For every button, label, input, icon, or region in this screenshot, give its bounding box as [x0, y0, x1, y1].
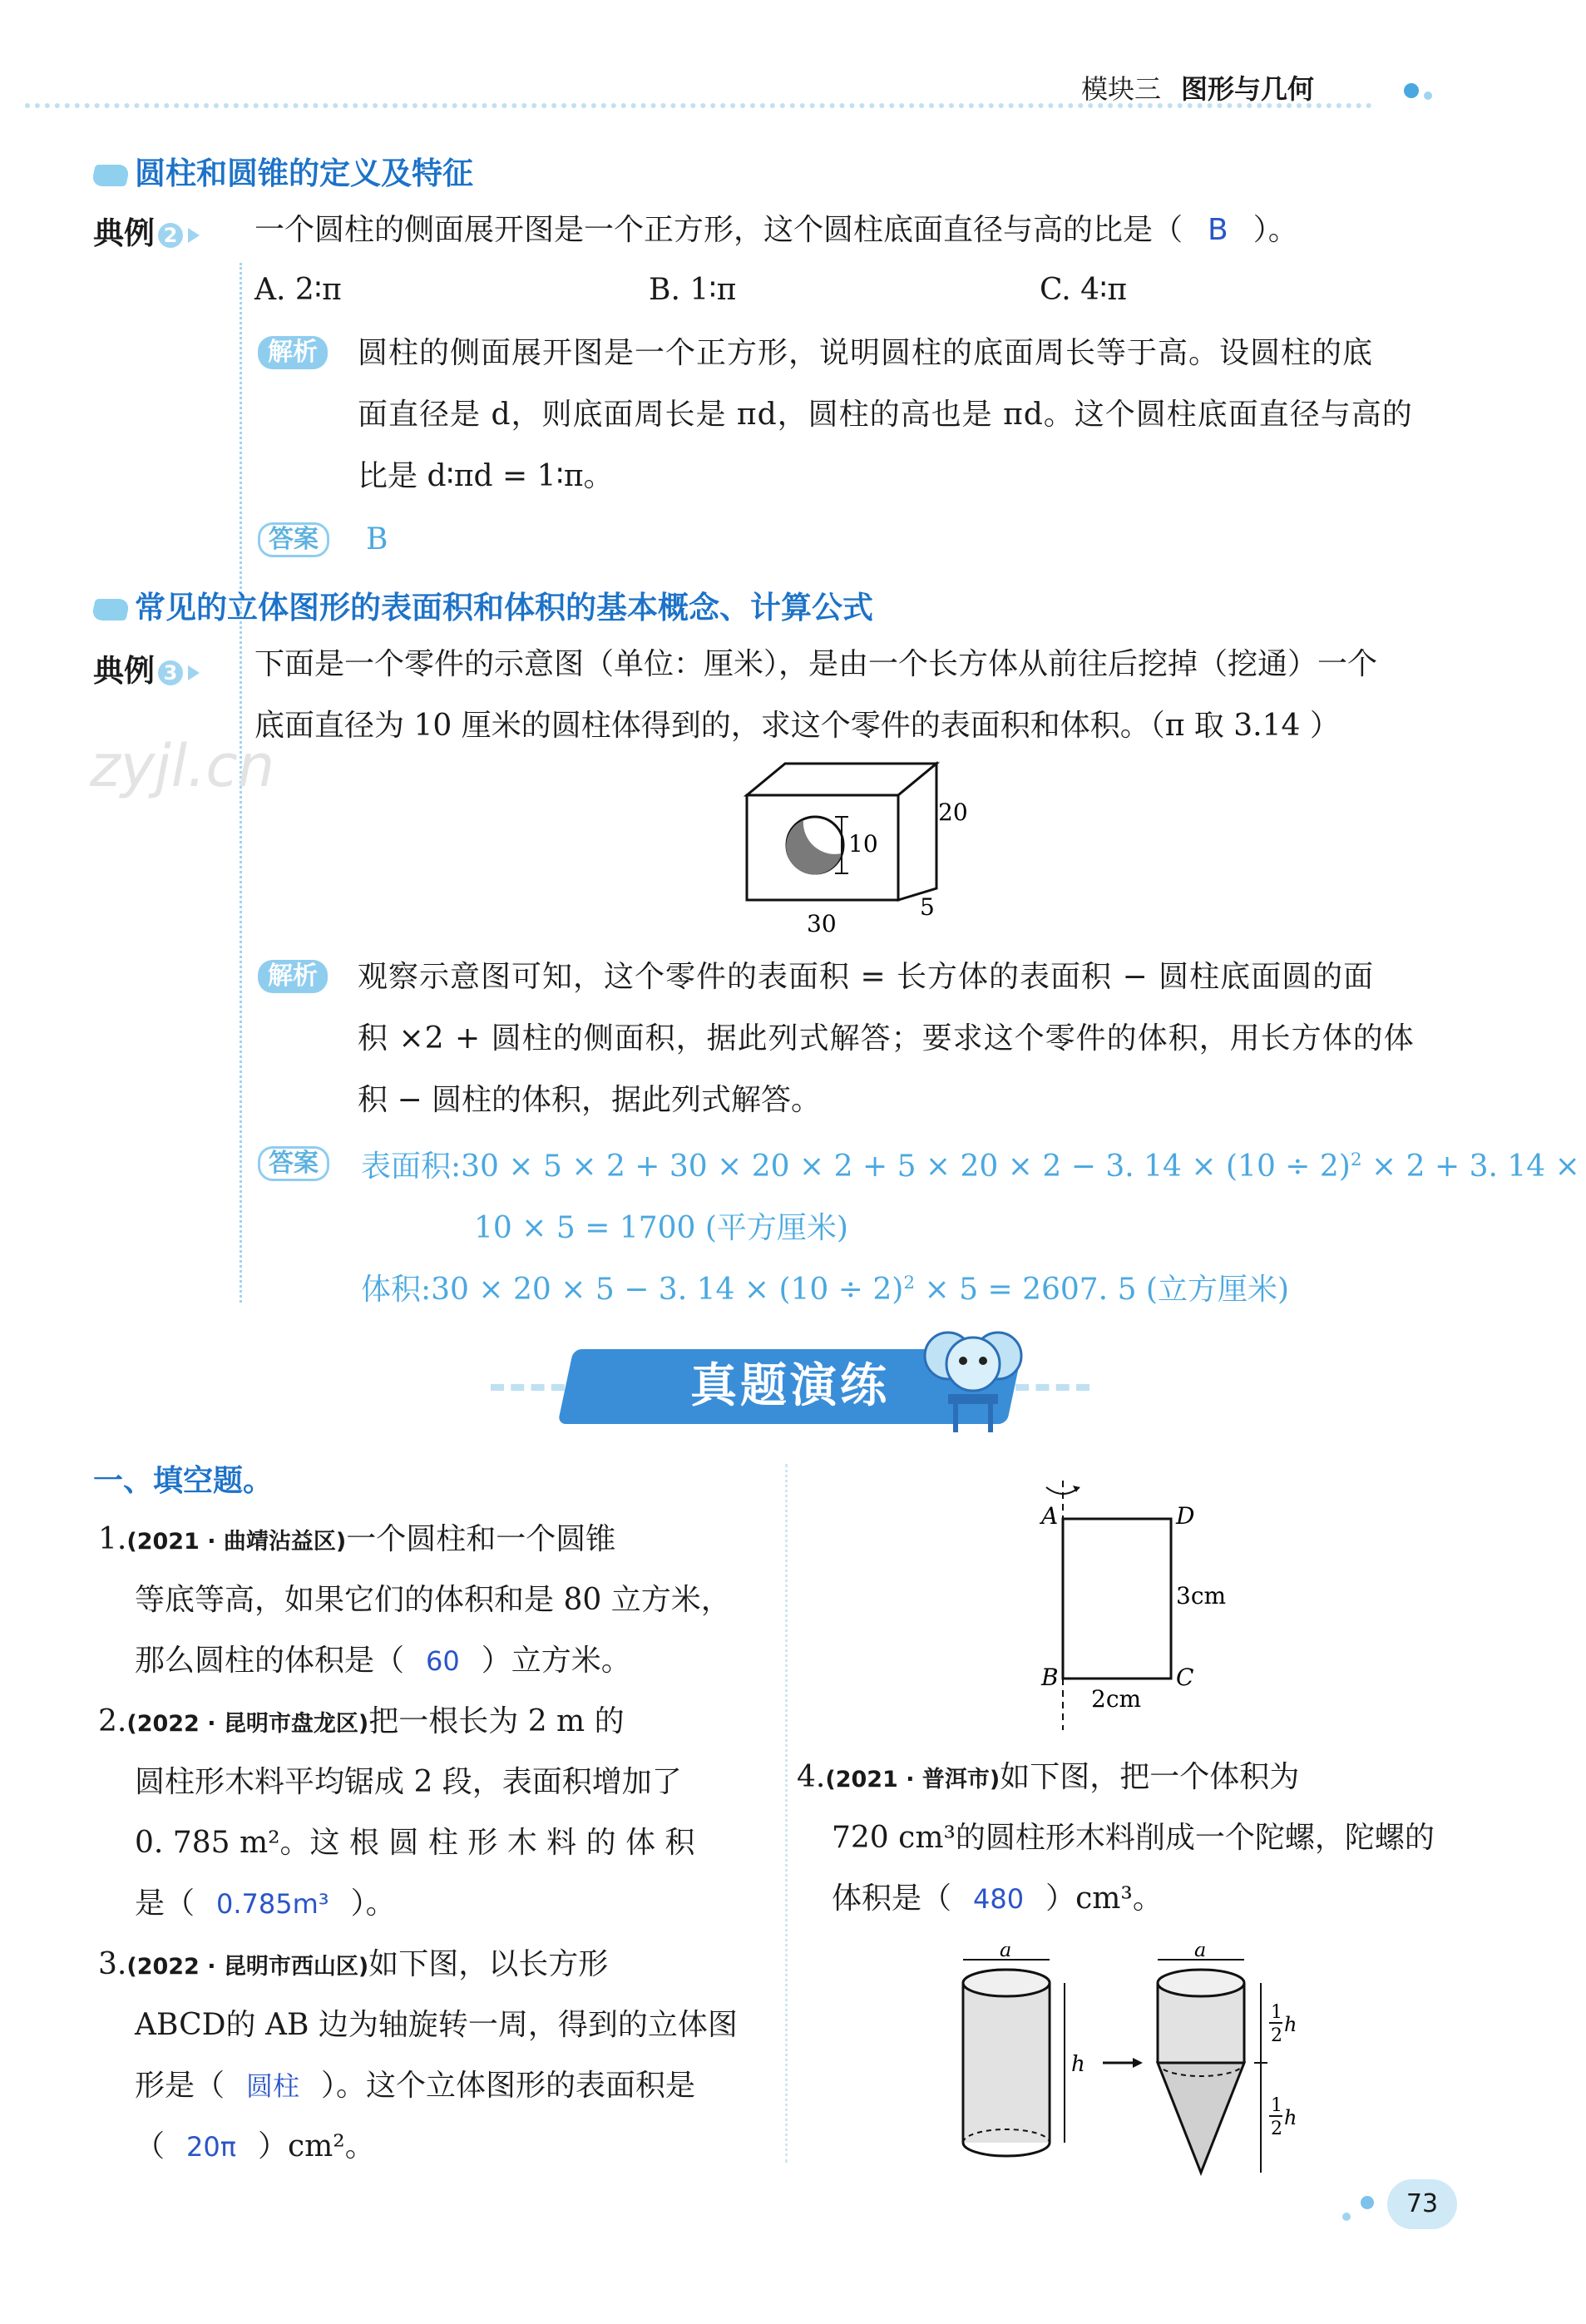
analysis-line: 观察示意图可知，这个零件的表面积 = 长方体的表面积 − 圆柱底面圆的面	[358, 960, 1375, 994]
question-3-blank-1: 圆柱	[246, 2070, 300, 2102]
example-number-badge: 2	[158, 223, 183, 248]
question-3-line: （ 20π ）cm²。	[135, 2129, 375, 2163]
example-2-label: 典例 2	[93, 208, 200, 253]
question-2-line: 圆柱形木料平均锯成 2 段，表面积增加了	[135, 1765, 682, 1799]
header-dot-icon	[1424, 91, 1432, 100]
box-with-hole-figure	[732, 757, 998, 940]
half-h-label: h	[1284, 2013, 1297, 2036]
box-length-label: 30	[807, 910, 837, 937]
question-1-line: 那么圆柱的体积是（ 60 ）立方米。	[135, 1644, 631, 1678]
question-4-line: 720 cm³的圆柱形木料削成一个陀螺，陀螺的	[832, 1821, 1435, 1855]
answer-tag: 答案	[258, 1146, 329, 1181]
option-b: B. 1∶π	[649, 273, 737, 307]
side-length-label: 3cm	[1176, 1582, 1227, 1609]
question-1-blank: 60	[426, 1645, 460, 1677]
question-2-line: 2.(2022 · 昆明市盘龙区)把一根长为 2 m 的	[98, 1704, 625, 1738]
section-title-cylinder-cone: 圆柱和圆锥的定义及特征	[93, 148, 473, 193]
svg-text:2: 2	[1271, 2119, 1282, 2139]
analysis-line: 面直径是 d，则底面周长是 πd，圆柱的高也是 πd。这个圆柱底面直径与高的	[358, 398, 1413, 432]
example-3-question-line: 底面直径为 10 厘米的圆柱体得到的，求这个零件的表面积和体积。（π 取 3.14 ）	[254, 709, 1340, 743]
question-3-line: ABCD的 AB 边为轴旋转一周，得到的立体图	[135, 2008, 738, 2042]
example-3-label: 典例 3	[93, 645, 200, 690]
cylinder-to-top-figure	[948, 1946, 1331, 2179]
example-2-question: 一个圆柱的侧面展开图是一个正方形，这个圆柱底面直径与高的比是（ B ）。	[254, 213, 1298, 247]
question-2-line: 是（ 0.785m³ ）。	[135, 1886, 396, 1921]
triangle-arrow-icon	[188, 228, 200, 243]
vertex-a-label: A	[1041, 1502, 1059, 1530]
book-icon	[91, 165, 131, 186]
module-label: 模块三	[1081, 73, 1162, 105]
vertex-d-label: D	[1176, 1502, 1195, 1530]
footer-dot-icon	[1361, 2196, 1374, 2209]
question-1-line: 等底等高，如果它们的体积和是 80 立方米，	[135, 1583, 731, 1617]
svg-text:h: h	[1284, 2106, 1297, 2129]
bottom-length-label: 2cm	[1091, 1685, 1142, 1713]
box-height-label: 20	[938, 799, 968, 826]
fill-section-title: 一、填空题。	[93, 1464, 274, 1498]
half-denominator-label: 2	[1271, 2025, 1282, 2046]
half-numerator-label: 1	[1271, 2002, 1282, 2023]
svg-text:1: 1	[1271, 2095, 1282, 2116]
example-3-answer-line: 10 × 5 = 1700 (平方厘米)	[474, 1211, 848, 1245]
question-2-blank: 0.785m³	[216, 1888, 329, 1920]
question-4-blank: 480	[973, 1883, 1025, 1915]
question-3-blank-2: 20π	[186, 2131, 236, 2163]
cylinder-height-label: h	[1071, 2052, 1085, 2077]
top-diameter-label: a	[1194, 1946, 1207, 1961]
analysis-line: 积 ×2 + 圆柱的侧面积，据此列式解答；要求这个零件的体积，用长方体的体	[358, 1021, 1415, 1056]
example-3-question-line: 下面是一个零件的示意图（单位：厘米），是由一个长方体从前往后挖掉（挖通）一个	[254, 647, 1378, 681]
page-number: 73	[1387, 2179, 1457, 2229]
vertex-c-label: C	[1176, 1664, 1194, 1691]
example-2-blank: B	[1208, 213, 1228, 247]
answer-tag: 答案	[258, 522, 329, 557]
header-dot-icon	[1404, 83, 1419, 98]
option-a: A. 2∶π	[254, 273, 342, 307]
analysis-line: 圆柱的侧面展开图是一个正方形，说明圆柱的底面周长等于高。设圆柱的底	[358, 336, 1374, 370]
option-c: C. 4∶π	[1040, 273, 1128, 307]
footer-dot-icon	[1342, 2213, 1351, 2221]
box-depth-label: 5	[920, 893, 935, 921]
column-divider	[785, 1464, 788, 2163]
rectangle-rotation-figure	[1015, 1472, 1264, 1738]
header-module	[1081, 68, 1314, 106]
example-number-badge: 3	[158, 660, 183, 685]
vertex-b-label: B	[1041, 1664, 1059, 1691]
example-3-answer-line: 体积:30 × 20 × 5 − 3. $14 \times (10 \div 2)^2 \times 5 = 2607$. 5 (立方厘米)	[361, 1273, 1290, 1307]
question-1-line: 1.(2021 · 曲靖沾益区)一个圆柱和一个圆锥	[98, 1522, 616, 1556]
question-3-line: 3.(2022 · 昆明市西山区)如下图，以长方形	[98, 1947, 609, 1981]
banner-title: 真题演练	[690, 1359, 890, 1413]
module-topic: 图形与几何	[1181, 73, 1315, 105]
triangle-arrow-icon	[188, 665, 200, 680]
question-2-line: 0. 785 m²。这 根 圆 柱 形 木 料 的 体 积	[135, 1826, 695, 1860]
analysis-tag: 解析	[258, 336, 328, 369]
example-2-answer: B	[366, 522, 388, 556]
analysis-line: 比是 d∶πd = 1∶π。	[358, 459, 614, 493]
watermark: zyjl.cn	[90, 732, 275, 800]
analysis-line: 积 − 圆柱的体积，据此列式解答。	[358, 1083, 822, 1117]
example-3-answer-line: 表面积:30 × 5 × 2 + 30 × 20 × 2 + 5 × 20 × 2 − 3. $14 \times (10 \div 2)^2 \times 2 + 3$. 14 ×	[361, 1150, 1580, 1184]
book-icon	[91, 599, 131, 621]
analysis-tag: 解析	[258, 960, 328, 993]
question-3-line: 形是（ 圆柱 ）。这个立体图形的表面积是	[135, 2069, 696, 2103]
elephant-mascot-icon	[915, 1323, 1031, 1439]
section-title-surface-volume: 常见的立体图形的表面积和体积的基本概念、计算公式	[93, 582, 873, 627]
question-4-line: 体积是（ 480 ）cm³。	[832, 1881, 1163, 1916]
hole-diameter-label: 10	[848, 830, 878, 858]
question-4-line: 4.(2021 · 普洱市)如下图，把一个体积为	[797, 1760, 1300, 1794]
cylinder-diameter-label: a	[1000, 1946, 1012, 1961]
